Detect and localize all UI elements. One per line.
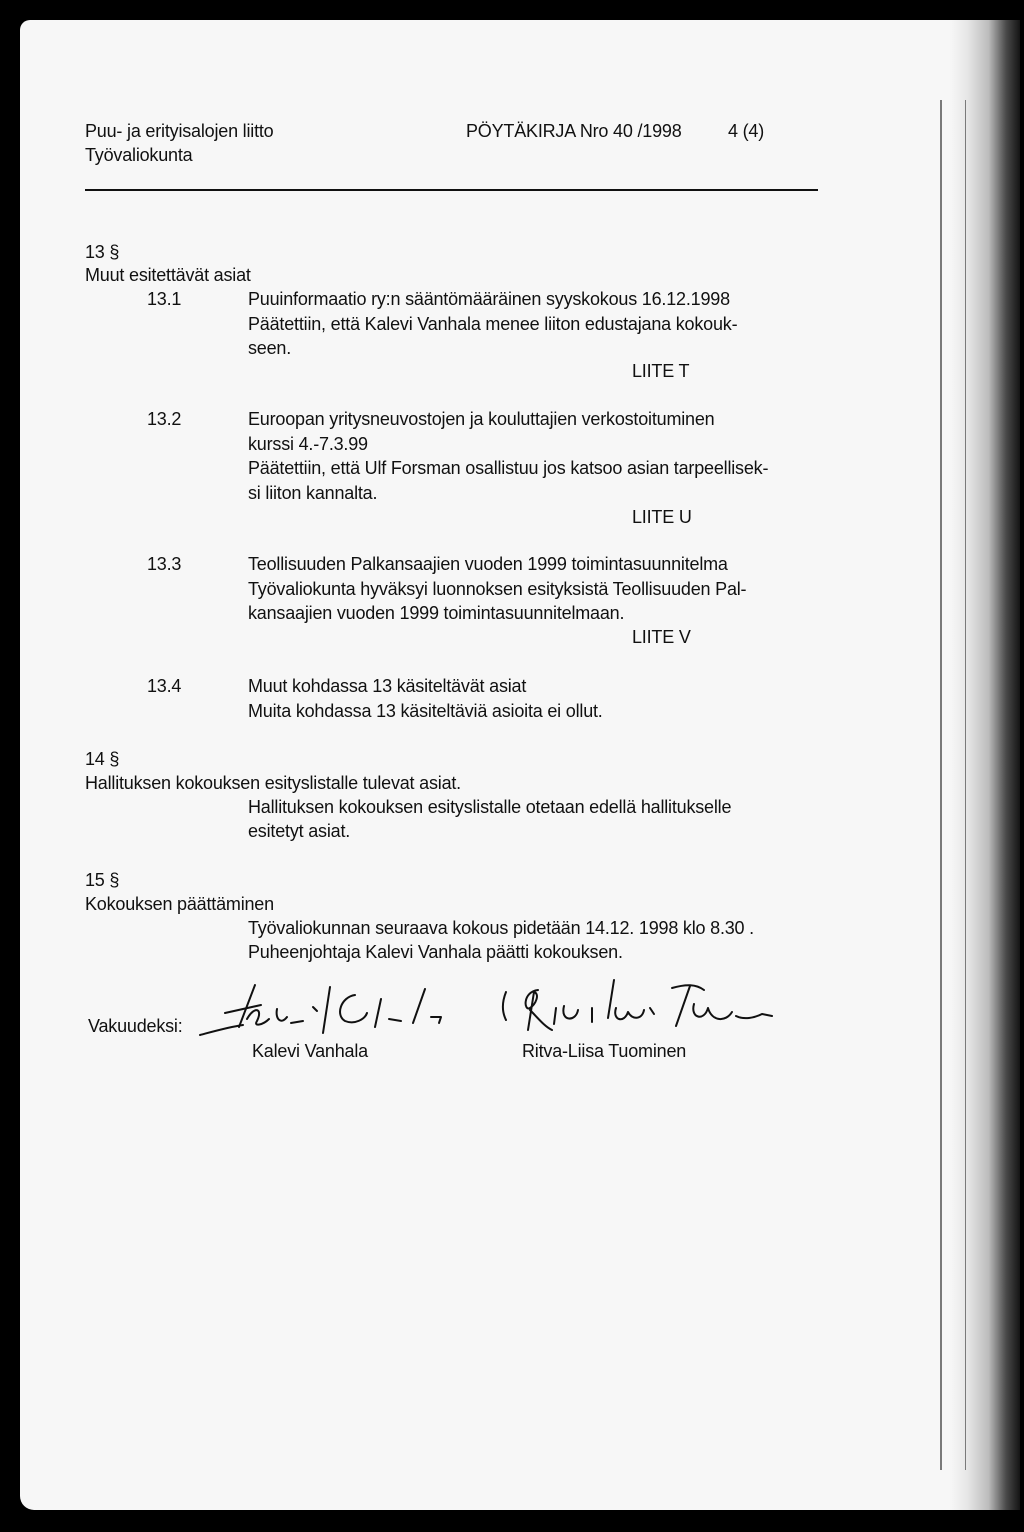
section-15-title: Kokouksen päättäminen	[85, 894, 274, 914]
section-13-heading: 13 §	[85, 242, 120, 262]
signer-name-ritva-liisa-tuominen: Ritva-Liisa Tuominen	[522, 1041, 687, 1061]
section-14-title: Hallituksen kokouksen esityslistalle tulevat asiat.	[85, 773, 461, 793]
vakuudeksi-label: Vakuudeksi:	[88, 1016, 183, 1036]
item-number: 13.1	[147, 289, 182, 309]
item-number: 13.2	[147, 409, 182, 429]
committee-name: Työvaliokunta	[85, 145, 193, 165]
item-line: Euroopan yritysneuvostojen ja kouluttajien verkostoituminen	[248, 409, 715, 429]
item-line: kansaajien vuoden 1999 toimintasuunnitelmaan.	[248, 603, 625, 623]
page-fold-line	[965, 100, 966, 1470]
header-rule	[85, 189, 818, 191]
signature-ritva-liisa-tuominen	[500, 978, 790, 1048]
item-line: Päätettiin, että Ulf Forsman osallistuu jos katsoo asian tarpeellisek-	[248, 458, 769, 478]
section-13-title: Muut esitettävät asiat	[85, 265, 251, 285]
item-line: si liiton kannalta.	[248, 483, 378, 503]
attachment-label: LIITE V	[632, 627, 691, 647]
page-fold-line	[940, 100, 942, 1470]
section-15-line: Puheenjohtaja Kalevi Vanhala päätti kokouksen.	[248, 942, 623, 962]
item-line: Muut kohdassa 13 käsiteltävät asiat	[248, 676, 527, 696]
item-line: seen.	[248, 338, 292, 358]
item-line: Teollisuuden Palkansaajien vuoden 1999 toimintasuunnitelma	[248, 554, 728, 574]
item-line: Työvaliokunta hyväksyi luonnoksen esityksistä Teollisuuden Pal-	[248, 579, 747, 599]
section-14-heading: 14 §	[85, 749, 120, 769]
attachment-label: LIITE T	[632, 361, 690, 381]
signature-kalevi-vanhala	[195, 975, 485, 1045]
page-number: 4 (4)	[728, 121, 765, 141]
item-line: Päätettiin, että Kalevi Vanhala menee liiton edustajana kokouk-	[248, 314, 738, 334]
section-14-line: esitetyt asiat.	[248, 821, 351, 841]
item-line: Muita kohdassa 13 käsiteltäviä asioita ei ollut.	[248, 701, 603, 721]
signer-name-kalevi-vanhala: Kalevi Vanhala	[252, 1041, 368, 1061]
document-title: PÖYTÄKIRJA Nro 40 /1998	[466, 121, 682, 141]
item-line: Puuinformaatio ry:n sääntömääräinen syyskokous 16.12.1998	[248, 289, 730, 309]
section-14-line: Hallituksen kokouksen esityslistalle otetaan edellä hallitukselle	[248, 797, 732, 817]
section-15-heading: 15 §	[85, 870, 120, 890]
attachment-label: LIITE U	[632, 507, 692, 527]
page-fold-shadow	[950, 20, 1020, 1510]
org-name: Puu- ja erityisalojen liitto	[85, 121, 274, 141]
item-number: 13.4	[147, 676, 182, 696]
document-page	[20, 20, 1020, 1510]
section-15-line: Työvaliokunnan seuraava kokous pidetään 14.12. 1998 klo 8.30 .	[248, 918, 754, 938]
item-line: kurssi 4.-7.3.99	[248, 434, 368, 454]
item-number: 13.3	[147, 554, 182, 574]
